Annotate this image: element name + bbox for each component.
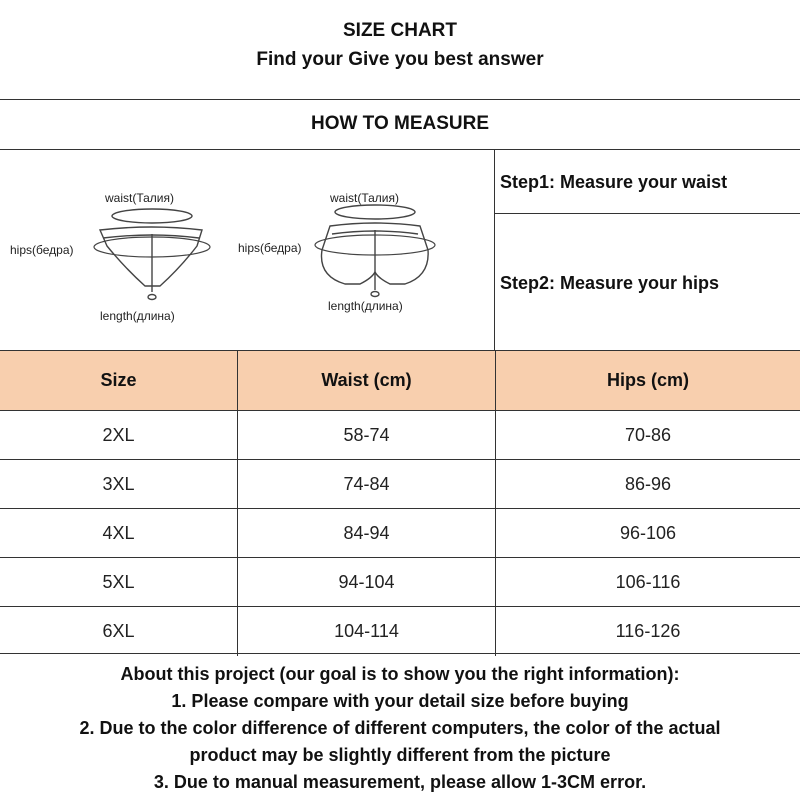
note-3: 3. Due to manual measurement, please allow 1-3CM error.	[153, 772, 647, 792]
table-header-row	[0, 351, 800, 411]
waist-cell: 104-114	[237, 607, 495, 656]
note-2: 2. Due to the color difference of different computers, the color of the actual	[79, 718, 721, 738]
waist-cell: 58-74	[237, 411, 495, 459]
left-length-label: length(длина)	[100, 309, 175, 323]
column-header-waist: Waist (cm)	[237, 351, 495, 410]
size-table	[0, 350, 800, 654]
step2-box	[495, 214, 800, 350]
table-row	[0, 509, 800, 558]
step1-box	[495, 150, 800, 214]
notes-intro: About this project (our goal is to show you the right information):	[120, 664, 680, 684]
table-row	[0, 558, 800, 607]
table-row	[0, 460, 800, 509]
hips-cell: 116-126	[495, 607, 800, 656]
note-1: 1. Please compare with your detail size before buying	[171, 691, 629, 711]
left-hips-label: hips(бедра)	[10, 243, 74, 257]
waist-cell: 84-94	[237, 509, 495, 557]
hips-cell: 70-86	[495, 411, 800, 459]
waist-cell: 74-84	[237, 460, 495, 508]
size-chart-header	[0, 0, 800, 100]
notes-section	[0, 656, 800, 800]
hips-cell: 86-96	[495, 460, 800, 508]
waist-cell: 94-104	[237, 558, 495, 606]
left-waist-label: waist(Талия)	[105, 191, 174, 205]
step2-text: Step2: Measure your hips	[500, 273, 720, 293]
size-cell: 6XL	[102, 621, 135, 641]
page-subtitle: Find your Give you best answer	[256, 49, 544, 70]
size-cell: 5XL	[102, 571, 135, 592]
table-row	[0, 607, 800, 656]
measurement-illustration	[0, 150, 495, 350]
right-length-label: length(длина)	[328, 299, 403, 313]
note-2-continued: product may be slightly different from the picture	[189, 745, 611, 765]
table-row	[0, 411, 800, 460]
right-hips-label: hips(бедра)	[238, 241, 302, 255]
how-to-measure-heading: HOW TO MEASURE	[310, 113, 490, 134]
step1-text: Step1: Measure your waist	[500, 172, 728, 192]
size-cell: 3XL	[102, 473, 135, 494]
measure-section	[0, 150, 800, 350]
how-to-measure-section	[0, 100, 800, 150]
right-waist-label: waist(Талия)	[330, 191, 399, 205]
size-cell: 4XL	[102, 522, 135, 543]
size-cell: 2XL	[102, 424, 135, 445]
hips-cell: 106-116	[495, 558, 800, 606]
page-title: SIZE CHART	[343, 20, 457, 41]
underwear-diagram-icon	[0, 150, 495, 350]
column-header-size: Size	[100, 370, 137, 390]
hips-cell: 96-106	[495, 509, 800, 557]
column-header-hips: Hips (cm)	[495, 351, 800, 410]
